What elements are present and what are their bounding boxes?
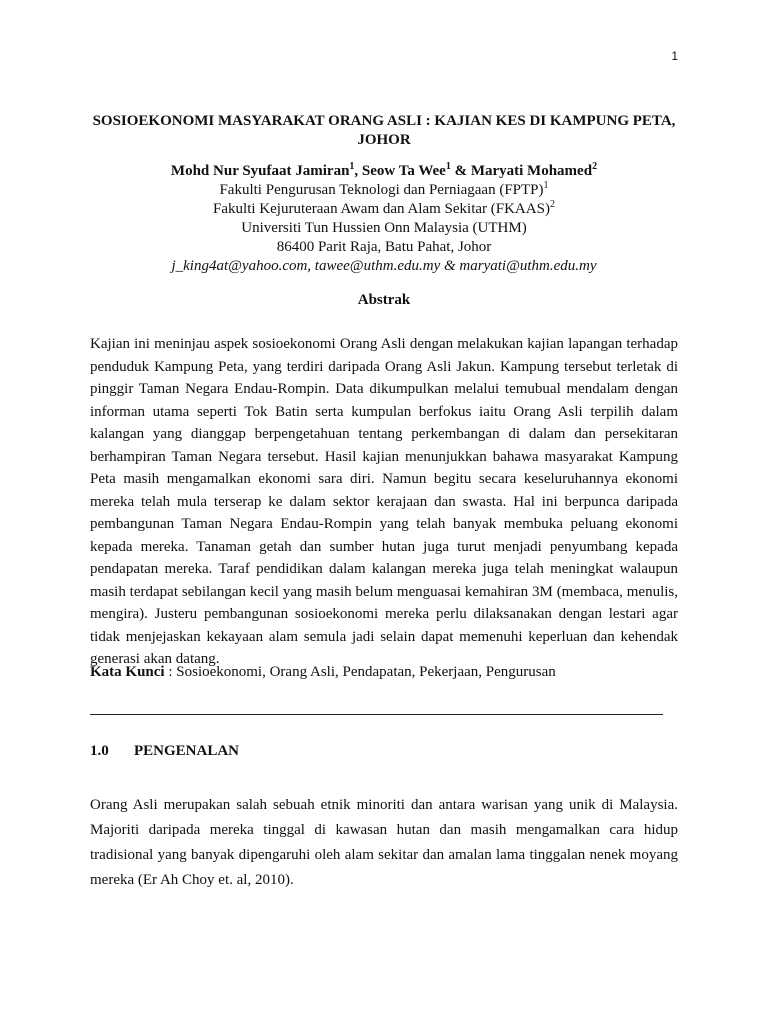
- affiliation-2: [90, 200, 678, 219]
- section-number: 1.0: [90, 743, 109, 759]
- author-3-affil-mark: 2: [592, 161, 598, 172]
- section-heading: [90, 743, 678, 760]
- introduction-body: Orang Asli merupakan salah sebuah etnik minoriti dan antara warisan yang unik di Malaysia. Majoriti daripada mereka tinggal di kawasan hutan dan masih mengamalkan cara hidup tradisional yang banyak dipengaruhi oleh alam sekitar dan amalan lama tinggalan nenek moyang mereka (Er Ah Choy et. al, 2010).: [90, 797, 678, 888]
- affiliation-2-text: Fakulti Kejuruteraan Awam dan Alam Sekitar (FKAAS): [213, 201, 550, 217]
- keywords-value: : Sosioekonomi, Orang Asli, Pendapatan, Pekerjaan, Pengurusan: [164, 664, 556, 680]
- university: Universiti Tun Hussien Onn Malaysia (UTHM): [241, 220, 527, 236]
- affiliation-1-mark: 1: [543, 180, 549, 191]
- abstract-heading: Abstrak: [357, 292, 411, 308]
- email-addresses: j_king4at@yahoo.com, tawee@uthm.edu.my & maryati@uthm.edu.my: [171, 258, 597, 274]
- author-3: Maryati Mohamed: [470, 163, 593, 179]
- abstract-body: Kajian ini meninjau aspek sosioekonomi Orang Asli dengan melakukan kajian lapangan terhadap penduduk Kampung Peta, yang terdiri daripada Orang Asli Jakun. Kampung tersebut terletak di pinggir Taman Negara Endau-Rompin. Data dikumpulkan melalui temubual mendalam dengan informan utama seperti Tok Batin serta kumpulan berfokus iaitu Orang Asli terpilih dalam kalangan yang dianggap berpengetahuan tentang perkembangan di dalam dan persekitaran berhampiran Taman Negara tersebut. Hasil kajian menunjukkan bahawa masyarakat Kampung Peta masih mengamalkan ekonomi sara diri. Namun begitu secara keseluruhannya ekonomi mereka telah mula terserap ke dalam sektor kerajaan dan swasta. Hal ini berpunca daripada pembangunan Taman Negara Endau-Rompin yang telah banyak membuka peluang ekonomi kepada mereka. Tanaman getah dan sumber hutan juga turut menjadi penyumbang kepada pendapatan mereka. Taraf pendidikan dalam kalangan mereka juga telah meningkat walaupun masih terdapat sebilangan kecil yang masih belum menguasai kemahiran 3M (membaca, menulis, mengira). Justeru pembangunan sosioekonomi mereka perlu dilaksanakan dengan lestari agar tidak menjejaskan kekayaan alam semula jadi selain dapat memenuhi keperluan dan kehendak generasi akan datang.: [90, 336, 678, 667]
- keywords: [90, 664, 678, 681]
- paper-title: SOSIOEKONOMI MASYARAKAT ORANG ASLI : KAJIAN KES DI KAMPUNG PETA, JOHOR: [92, 113, 676, 148]
- section-title: PENGENALAN: [134, 743, 240, 759]
- author-block: [90, 162, 678, 276]
- author-separator: &: [450, 163, 471, 179]
- page-number: 1: [671, 49, 678, 63]
- affiliation-1-text: Fakulti Pengurusan Teknologi dan Perniagaan (FPTP): [219, 182, 544, 198]
- author-2: Seow Ta Wee: [361, 163, 446, 179]
- affiliation-2-mark: 2: [549, 199, 555, 210]
- section-divider: [90, 714, 663, 715]
- address: 86400 Parit Raja, Batu Pahat, Johor: [276, 239, 492, 255]
- keywords-label: Kata Kunci: [90, 664, 165, 680]
- author-2-affil-mark: 1: [445, 161, 451, 172]
- author-separator: ,: [354, 163, 362, 179]
- author-1-affil-mark: 1: [349, 161, 355, 172]
- author-1: Mohd Nur Syufaat Jamiran: [170, 163, 350, 179]
- author-names: [90, 162, 678, 181]
- affiliation-1: [90, 181, 678, 200]
